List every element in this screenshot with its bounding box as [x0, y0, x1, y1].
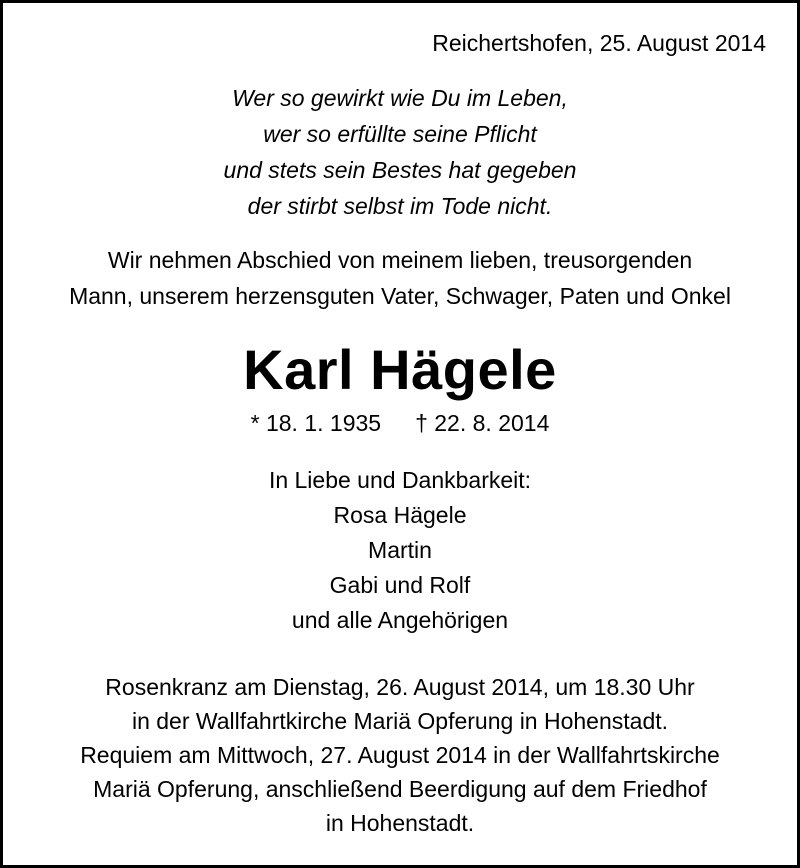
service-line: in Hohenstadt. — [325, 810, 475, 836]
survivor-name: Rosa Hägele — [333, 502, 467, 528]
place-date: Reichertshofen, 25. August 2014 — [432, 30, 766, 56]
memorial-poem — [0, 80, 800, 224]
birth-date: * 18. 1. 1935 — [250, 410, 382, 436]
service-line: Rosenkranz am Dienstag, 26. August 2014, um 18.30 Uhr — [105, 674, 695, 700]
survivor-name: Martin — [368, 537, 432, 563]
intro-line: Mann, unserem herzensguten Vater, Schwager, Paten und Onkel — [69, 283, 731, 309]
poem-line: wer so erfüllte seine Pflicht — [263, 121, 537, 147]
farewell-intro — [0, 242, 800, 314]
survivor-name: und alle Angehörigen — [291, 607, 509, 633]
survivor-name: Gabi und Rolf — [329, 572, 471, 598]
service-details — [0, 670, 800, 840]
deceased-name: Karl Hägele — [243, 338, 557, 401]
survivors-heading: In Liebe und Dankbarkeit: — [268, 467, 532, 493]
service-line: in der Wallfahrtkirche Mariä Opferung in Hohenstadt. — [131, 708, 669, 734]
poem-line: und stets sein Bestes hat gegeben — [223, 157, 577, 183]
survivors-list — [0, 463, 800, 638]
poem-line: Wer so gewirkt wie Du im Leben, — [232, 85, 568, 111]
intro-line: Wir nehmen Abschied von meinem lieben, treusorgenden — [107, 247, 693, 273]
death-date: † 22. 8. 2014 — [415, 410, 550, 436]
life-dates — [0, 407, 800, 439]
poem-line: der stirbt selbst im Tode nicht. — [247, 193, 553, 219]
service-line: Mariä Opferung, anschließend Beerdigung auf dem Friedhof — [93, 776, 707, 802]
service-line: Requiem am Mittwoch, 27. August 2014 in der Wallfahrtskirche — [80, 742, 720, 768]
